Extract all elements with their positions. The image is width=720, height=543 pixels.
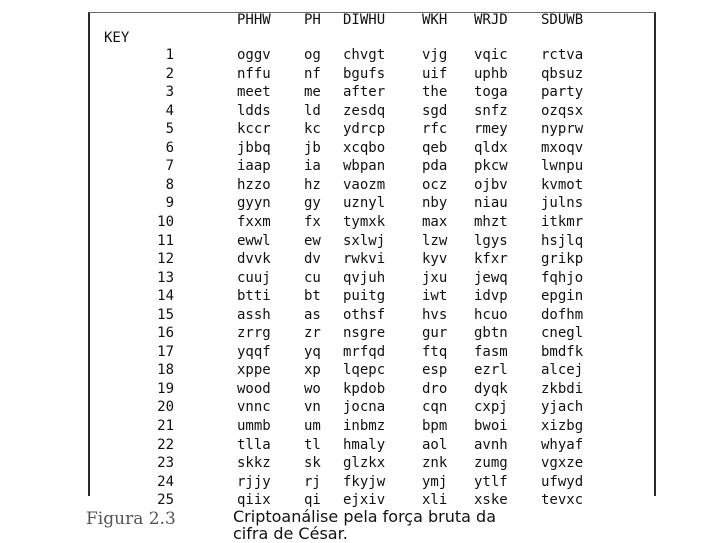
key-cell: 2 <box>165 65 174 82</box>
cipher-cell: lqepc <box>343 362 386 379</box>
header-cell: PHHW <box>237 12 271 28</box>
cipher-cell: znk <box>422 455 448 472</box>
table-row <box>0 344 720 360</box>
cipher-cell: whyaf <box>541 436 584 453</box>
table-row <box>0 158 720 174</box>
cipher-cell: zrrg <box>237 325 271 342</box>
cipher-cell: vnnc <box>237 399 271 416</box>
key-cell: 19 <box>157 380 174 397</box>
table-row <box>0 47 720 63</box>
cipher-cell: kpdob <box>343 380 386 397</box>
cipher-cell: tevxc <box>541 492 584 509</box>
table-row <box>0 381 720 397</box>
cipher-cell: zumg <box>474 455 508 472</box>
cipher-cell: mrfqd <box>343 343 386 360</box>
cipher-cell: fqhjo <box>541 269 584 286</box>
key-cell: 12 <box>157 251 174 268</box>
cipher-cell: mxoqv <box>541 139 584 156</box>
cipher-cell: julns <box>541 195 584 212</box>
cipher-cell: max <box>422 213 448 230</box>
cipher-cell: dv <box>304 251 321 268</box>
table-header-row <box>0 12 720 28</box>
cipher-cell: esp <box>422 362 448 379</box>
cipher-cell: zkbdi <box>541 380 584 397</box>
cipher-cell: nsgre <box>343 325 386 342</box>
table-row <box>0 251 720 267</box>
cipher-cell: nyprw <box>541 121 584 138</box>
cipher-cell: xppe <box>237 362 271 379</box>
cipher-cell: ia <box>304 158 321 175</box>
cipher-cell: cxpj <box>474 399 508 416</box>
cipher-cell: xske <box>474 492 508 509</box>
cipher-cell: yq <box>304 343 321 360</box>
cipher-cell: qvjuh <box>343 269 386 286</box>
cipher-cell: uznyl <box>343 195 386 212</box>
cipher-cell: tl <box>304 436 321 453</box>
cipher-cell: othsf <box>343 306 386 323</box>
cipher-cell: epgin <box>541 288 584 305</box>
header-cell: DIWHU <box>343 12 386 28</box>
key-cell: 10 <box>157 213 174 230</box>
cipher-cell: jbbq <box>237 139 271 156</box>
cipher-cell: as <box>304 306 321 323</box>
cipher-cell: assh <box>237 306 271 323</box>
cipher-cell: mhzt <box>474 213 508 230</box>
cipher-cell: cnegl <box>541 325 584 342</box>
key-cell: 23 <box>157 455 174 472</box>
table-row <box>0 84 720 100</box>
cipher-cell: og <box>304 47 321 63</box>
cipher-cell: snfz <box>474 102 508 119</box>
cipher-cell: bwoi <box>474 418 508 434</box>
cipher-cell: bmdfk <box>541 343 584 360</box>
cipher-cell: hz <box>304 176 321 193</box>
cipher-cell: cqn <box>422 399 448 416</box>
cipher-cell: kccr <box>237 121 271 138</box>
cipher-cell: kvmot <box>541 176 584 193</box>
header-cell: WKH <box>422 12 448 28</box>
cipher-cell: gyyn <box>237 195 271 212</box>
cipher-cell: nby <box>422 195 448 212</box>
cipher-cell: meet <box>237 84 271 101</box>
cipher-cell: qldx <box>474 139 508 156</box>
key-cell: 17 <box>157 343 174 360</box>
cipher-cell: nffu <box>237 65 271 82</box>
cipher-cell: qi <box>304 492 321 509</box>
cipher-cell: puitg <box>343 288 386 305</box>
cipher-cell: ldds <box>237 102 271 119</box>
key-cell: 6 <box>165 139 174 156</box>
cipher-cell: ymj <box>422 473 448 490</box>
cipher-cell: rfc <box>422 121 448 138</box>
cipher-cell: gur <box>422 325 448 342</box>
cipher-cell: ytlf <box>474 473 508 490</box>
table-row <box>0 362 720 378</box>
table-row <box>0 121 720 137</box>
cipher-cell: ozqsx <box>541 102 584 119</box>
table-row <box>0 307 720 323</box>
cipher-cell: wo <box>304 380 321 397</box>
cipher-cell: hzzo <box>237 176 271 193</box>
table-row <box>0 177 720 193</box>
cipher-cell: hmaly <box>343 436 386 453</box>
table-row <box>0 492 720 508</box>
table-row <box>0 418 720 434</box>
cipher-cell: wood <box>237 380 271 397</box>
header-cell: SDUWB <box>541 12 584 28</box>
cipher-cell: sk <box>304 455 321 472</box>
key-cell: 14 <box>157 288 174 305</box>
key-cell: 16 <box>157 325 174 342</box>
cipher-cell: the <box>422 84 448 101</box>
key-cell: 4 <box>165 102 174 119</box>
cipher-cell: hvs <box>422 306 448 323</box>
cipher-cell: jewq <box>474 269 508 286</box>
key-cell: 11 <box>157 232 174 249</box>
cipher-cell: yjach <box>541 399 584 416</box>
table-row <box>0 214 720 230</box>
cipher-cell: bgufs <box>343 65 386 82</box>
table-row <box>0 270 720 286</box>
cipher-cell: ezrl <box>474 362 508 379</box>
cipher-cell: qbsuz <box>541 65 584 82</box>
cipher-cell: dro <box>422 380 448 397</box>
key-cell: 15 <box>157 306 174 323</box>
cipher-cell: itkmr <box>541 213 584 230</box>
key-cell: 24 <box>157 473 174 490</box>
cipher-cell: pkcw <box>474 158 508 175</box>
cipher-cell: fxxm <box>237 213 271 230</box>
cipher-cell: zesdq <box>343 102 386 119</box>
cipher-cell: fkyjw <box>343 473 386 490</box>
cipher-cell: hcuo <box>474 306 508 323</box>
cipher-cell: iaap <box>237 158 271 175</box>
cipher-cell: uif <box>422 65 448 82</box>
table-row <box>0 437 720 453</box>
cipher-cell: party <box>541 84 584 101</box>
key-cell: 3 <box>165 84 174 101</box>
cipher-cell: inbmz <box>343 418 386 434</box>
key-cell: 8 <box>165 176 174 193</box>
cipher-cell: glzkx <box>343 455 386 472</box>
cipher-cell: rjjy <box>237 473 271 490</box>
cipher-cell: dofhm <box>541 306 584 323</box>
cipher-cell: ojbv <box>474 176 508 193</box>
key-cell: 1 <box>165 47 174 63</box>
cipher-cell: btti <box>237 288 271 305</box>
cipher-cell: avnh <box>474 436 508 453</box>
key-cell: 13 <box>157 269 174 286</box>
cipher-cell: pda <box>422 158 448 175</box>
cipher-cell: zr <box>304 325 321 342</box>
cipher-cell: rctva <box>541 47 584 63</box>
table-row <box>0 474 720 490</box>
cipher-cell: ocz <box>422 176 448 193</box>
table-row <box>0 233 720 249</box>
cipher-cell: ftq <box>422 343 448 360</box>
cipher-cell: alcej <box>541 362 584 379</box>
key-cell: 20 <box>157 399 174 416</box>
table-row <box>0 66 720 82</box>
cipher-cell: ewwl <box>237 232 271 249</box>
key-cell: 18 <box>157 362 174 379</box>
cipher-cell: me <box>304 84 321 101</box>
table-row <box>0 455 720 471</box>
cipher-cell: chvgt <box>343 47 386 63</box>
cipher-cell: xp <box>304 362 321 379</box>
cipher-cell: lwnpu <box>541 158 584 175</box>
cipher-cell: vn <box>304 399 321 416</box>
cipher-cell: rj <box>304 473 321 490</box>
table-row <box>0 325 720 341</box>
table-row <box>0 288 720 304</box>
cipher-cell: ew <box>304 232 321 249</box>
cipher-cell: ufwyd <box>541 473 584 490</box>
cipher-cell: vgxze <box>541 455 584 472</box>
cipher-cell: ld <box>304 102 321 119</box>
caption-line-1: Criptoanálise pela força bruta da <box>233 507 496 526</box>
cipher-cell: dyqk <box>474 380 508 397</box>
cipher-cell: uphb <box>474 65 508 82</box>
cipher-cell: skkz <box>237 455 271 472</box>
cipher-cell: kyv <box>422 251 448 268</box>
table-row <box>0 399 720 415</box>
header-cell: PH <box>304 12 321 28</box>
key-cell: 7 <box>165 158 174 175</box>
key-cell: 9 <box>165 195 174 212</box>
cipher-cell: toga <box>474 84 508 101</box>
cipher-cell: lzw <box>422 232 448 249</box>
cipher-cell: ejxiv <box>343 492 386 509</box>
cipher-cell: hsjlq <box>541 232 584 249</box>
cipher-cell: xcqbo <box>343 139 386 156</box>
cipher-cell: jxu <box>422 269 448 286</box>
header-cell: WRJD <box>474 12 508 28</box>
cipher-cell: xizbg <box>541 418 584 434</box>
cipher-cell: um <box>304 418 321 434</box>
cipher-cell: oggv <box>237 47 271 63</box>
cipher-cell: rmey <box>474 121 508 138</box>
cipher-cell: niau <box>474 195 508 212</box>
cipher-cell: after <box>343 84 386 101</box>
cipher-cell: ydrcp <box>343 121 386 138</box>
cipher-cell: tymxk <box>343 213 386 230</box>
cipher-cell: idvp <box>474 288 508 305</box>
cipher-cell: cuuj <box>237 269 271 286</box>
cipher-cell: xli <box>422 492 448 509</box>
cipher-cell: kc <box>304 121 321 138</box>
cipher-cell: tlla <box>237 436 271 453</box>
key-cell: 25 <box>157 492 174 509</box>
table-row <box>0 103 720 119</box>
cipher-cell: nf <box>304 65 321 82</box>
cipher-cell: bpm <box>422 418 448 434</box>
key-cell: 22 <box>157 436 174 453</box>
figure-number: Figura 2.3 <box>86 509 176 529</box>
cipher-cell: yqqf <box>237 343 271 360</box>
cipher-cell: fx <box>304 213 321 230</box>
cipher-cell: vqic <box>474 47 508 63</box>
cipher-cell: lgys <box>474 232 508 249</box>
cipher-cell: ummb <box>237 418 271 434</box>
cipher-cell: gbtn <box>474 325 508 342</box>
key-column-label: KEY <box>104 30 130 46</box>
cipher-cell: qeb <box>422 139 448 156</box>
key-cell: 21 <box>157 418 174 434</box>
cipher-cell: wbpan <box>343 158 386 175</box>
cipher-cell: qiix <box>237 492 271 509</box>
cipher-cell: jocna <box>343 399 386 416</box>
figure-caption <box>233 508 673 542</box>
cipher-cell: aol <box>422 436 448 453</box>
key-cell: 5 <box>165 121 174 138</box>
cipher-cell: grikp <box>541 251 584 268</box>
cipher-cell: fasm <box>474 343 508 360</box>
cipher-cell: kfxr <box>474 251 508 268</box>
cipher-cell: dvvk <box>237 251 271 268</box>
cipher-cell: vjg <box>422 47 448 63</box>
cipher-cell: cu <box>304 269 321 286</box>
caption-line-2: cifra de César. <box>233 524 348 543</box>
cipher-cell: iwt <box>422 288 448 305</box>
cipher-cell: sgd <box>422 102 448 119</box>
cipher-cell: bt <box>304 288 321 305</box>
cipher-cell: sxlwj <box>343 232 386 249</box>
cipher-cell: jb <box>304 139 321 156</box>
cipher-cell: vaozm <box>343 176 386 193</box>
cipher-cell: gy <box>304 195 321 212</box>
table-row <box>0 195 720 211</box>
cipher-cell: rwkvi <box>343 251 386 268</box>
table-row <box>0 140 720 156</box>
